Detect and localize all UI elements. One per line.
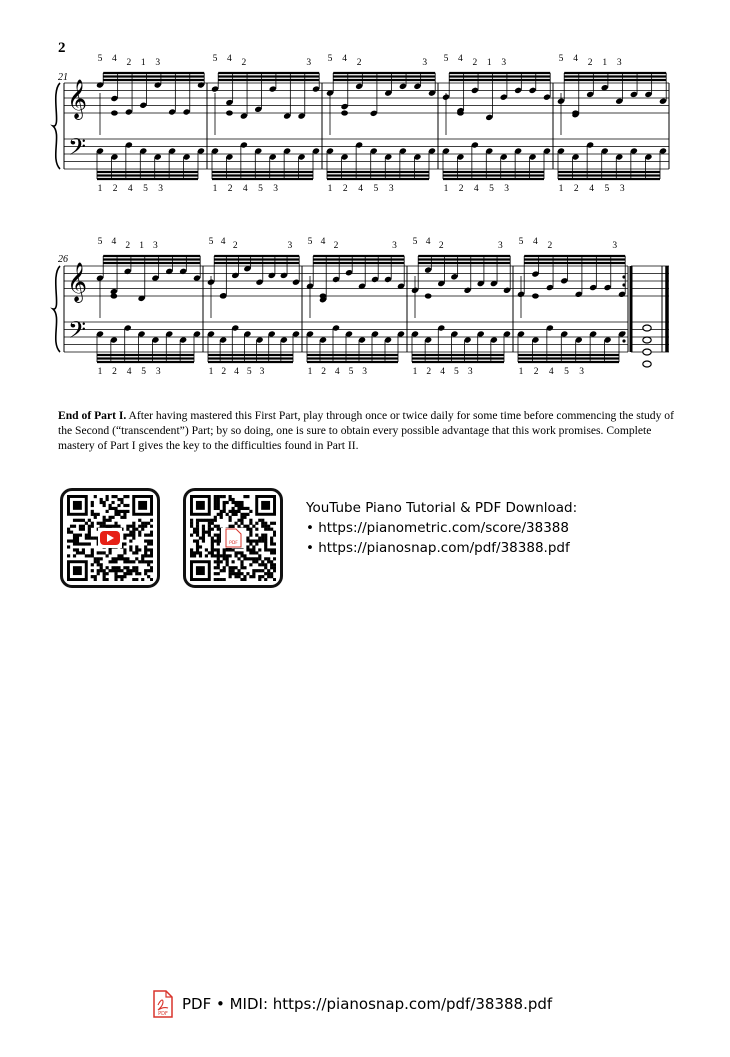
fingering-number: 1: [558, 184, 564, 194]
note-head: [572, 110, 579, 115]
fingering-number: 1: [327, 184, 333, 194]
fingering-number: 1: [97, 367, 103, 377]
note-head: [110, 293, 117, 298]
fingering-number: 2: [125, 241, 131, 251]
link-pianometric[interactable]: • https://pianometric.com/score/38388: [306, 520, 569, 536]
note-head: [320, 293, 327, 298]
svg-text:PDF: PDF: [158, 1011, 168, 1017]
fingering-number: 5: [143, 184, 148, 194]
measure-number-21: 21: [58, 72, 68, 83]
note-head: [425, 293, 432, 298]
fingering-number: 4: [127, 184, 133, 194]
fingering-number: 2: [547, 241, 553, 251]
note-head: [457, 110, 464, 115]
fingering-number: 5: [212, 54, 218, 64]
fingering-number: 3: [362, 367, 367, 377]
fingering-number: 4: [533, 237, 538, 247]
page-number: 2: [58, 40, 66, 56]
fingering-number: 3: [579, 367, 584, 377]
fingering-number: 3: [158, 184, 163, 194]
fingering-number: 3: [287, 241, 293, 251]
fingering-number: 2: [232, 241, 238, 251]
fingering-number: 3: [392, 241, 397, 251]
note-body: After having mastered this First Part, play through once or twice daily for some time before commencing the study of the Second (“transcendent”) Part; by so doing, one is sure to obtain every possible advantage that this work promises. Complete mastery of Part I gives the key to the difficulties found in Part II.: [58, 409, 674, 452]
treble-clef: 𝄞: [66, 262, 88, 302]
fingering-number: 4: [242, 184, 248, 194]
whole-note: [643, 337, 651, 343]
fingering-number: 5: [454, 367, 459, 377]
fingering-number: 2: [587, 58, 593, 68]
fingering-number: 2: [458, 184, 464, 194]
fingering-number: 5: [604, 184, 610, 194]
fingering-number: 5: [246, 367, 252, 377]
fingering-number: 4: [440, 367, 445, 377]
bass-clef: 𝄢: [67, 316, 87, 349]
repeat-dot: [622, 339, 625, 342]
fingering-number: 5: [307, 237, 313, 247]
fingering-number: 2: [112, 184, 118, 194]
fingering-number: 3: [155, 58, 161, 68]
fingering-number: 2: [112, 367, 117, 377]
fingering-number: 4: [458, 54, 463, 64]
fingering-number: 1: [208, 367, 214, 377]
fingering-number: 3: [501, 58, 507, 68]
fingering-number: 1: [518, 367, 524, 377]
fingering-number: 4: [320, 237, 326, 247]
fingering-number: 3: [504, 184, 509, 194]
note-head: [341, 110, 348, 115]
whole-note: [643, 325, 651, 331]
fingering-number: 2: [241, 58, 247, 68]
end-of-part-note: [58, 408, 678, 453]
fingering-number: 2: [472, 58, 478, 68]
fingering-number: 4: [111, 237, 117, 247]
fingering-number: 3: [422, 58, 428, 68]
fingering-number: 3: [498, 241, 503, 251]
fingering-number: 4: [589, 184, 594, 194]
fingering-number: 4: [227, 54, 232, 64]
fingering-number: 2: [227, 184, 233, 194]
fingering-number: 5: [141, 367, 147, 377]
fingering-number: 3: [153, 241, 158, 251]
fingering-number: 1: [307, 367, 313, 377]
note-head: [226, 110, 233, 115]
pdf-file-icon: [226, 529, 241, 547]
fingering-number: 4: [573, 54, 578, 64]
fingering-number: 2: [426, 367, 432, 377]
link-pianosnap[interactable]: • https://pianosnap.com/pdf/38388.pdf: [306, 540, 570, 556]
fingering-number: 3: [273, 184, 278, 194]
fingering-number: 4: [358, 184, 363, 194]
note-head: [220, 293, 227, 298]
sheet-music-score: [0, 0, 730, 400]
brace: [53, 266, 60, 352]
youtube-qr-code[interactable]: [60, 488, 160, 588]
pdf-qr-code[interactable]: [183, 488, 283, 588]
footer-link[interactable]: PDF • MIDI: https://pianosnap.com/pdf/38388.pdf: [182, 995, 553, 1013]
fingering-number: 5: [97, 54, 103, 64]
fingering-number: 3: [467, 367, 473, 377]
fingering-number: 1: [139, 241, 144, 251]
fingering-number: 5: [558, 54, 564, 64]
fingering-number: 1: [140, 58, 146, 68]
pdf-file-icon: [152, 990, 174, 1018]
fingering-number: 5: [489, 184, 494, 194]
fingering-number: 5: [348, 367, 354, 377]
footer: [152, 990, 552, 1018]
fingering-number: 2: [342, 184, 348, 194]
fingering-number: 2: [533, 367, 539, 377]
fingering-number: 5: [258, 184, 263, 194]
svg-text:PDF: PDF: [229, 541, 238, 546]
repeat-dot: [622, 275, 625, 278]
fingering-number: 4: [220, 237, 226, 247]
promo-heading: YouTube Piano Tutorial & PDF Download:: [306, 500, 578, 516]
note-head: [532, 293, 539, 298]
fingering-number: 1: [486, 58, 492, 68]
fingering-number: 3: [259, 367, 265, 377]
promo-links: [306, 498, 577, 558]
fingering-number: 5: [327, 54, 333, 64]
whole-note: [643, 349, 651, 355]
fingering-number: 5: [518, 237, 524, 247]
fingering-number: 4: [334, 367, 340, 377]
fingering-number: 3: [612, 241, 618, 251]
fingering-number: 3: [616, 58, 622, 68]
fingering-number: 4: [342, 54, 347, 64]
note-head: [111, 110, 118, 115]
fingering-number: 2: [126, 58, 132, 68]
fingering-number: 4: [112, 54, 117, 64]
fingering-number: 2: [356, 58, 362, 68]
treble-clef: 𝄞: [66, 79, 88, 119]
fingering-number: 5: [373, 184, 379, 194]
fingering-number: 2: [438, 241, 444, 251]
fingering-number: 1: [412, 367, 418, 377]
brace: [53, 83, 60, 169]
bass-clef: 𝄢: [67, 133, 87, 166]
repeat-dot: [622, 283, 625, 286]
whole-note: [643, 361, 651, 367]
fingering-number: 1: [97, 184, 103, 194]
fingering-number: 5: [443, 54, 449, 64]
fingering-number: 3: [306, 58, 312, 68]
fingering-number: 1: [212, 184, 218, 194]
measure-number-26: 26: [58, 254, 68, 265]
fingering-number: 5: [97, 237, 103, 247]
fingering-number: 4: [473, 184, 479, 194]
fingering-number: 3: [619, 184, 625, 194]
fingering-number: 3: [388, 184, 394, 194]
fingering-number: 3: [155, 367, 161, 377]
fingering-number: 5: [208, 237, 214, 247]
fingering-number: 5: [564, 367, 569, 377]
fingering-number: 4: [234, 367, 239, 377]
fingering-number: 4: [548, 367, 554, 377]
fingering-number: 1: [443, 184, 449, 194]
fingering-number: 2: [333, 241, 339, 251]
youtube-play-icon: [100, 531, 120, 545]
note-heading: End of Part I.: [58, 409, 127, 422]
fingering-number: 2: [221, 367, 227, 377]
fingering-number: 4: [126, 367, 132, 377]
repeat-dot: [622, 331, 625, 334]
fingering-number: 2: [321, 367, 327, 377]
fingering-number: 2: [573, 184, 579, 194]
fingering-number: 1: [602, 58, 608, 68]
fingering-number: 4: [425, 237, 431, 247]
fingering-number: 5: [412, 237, 418, 247]
